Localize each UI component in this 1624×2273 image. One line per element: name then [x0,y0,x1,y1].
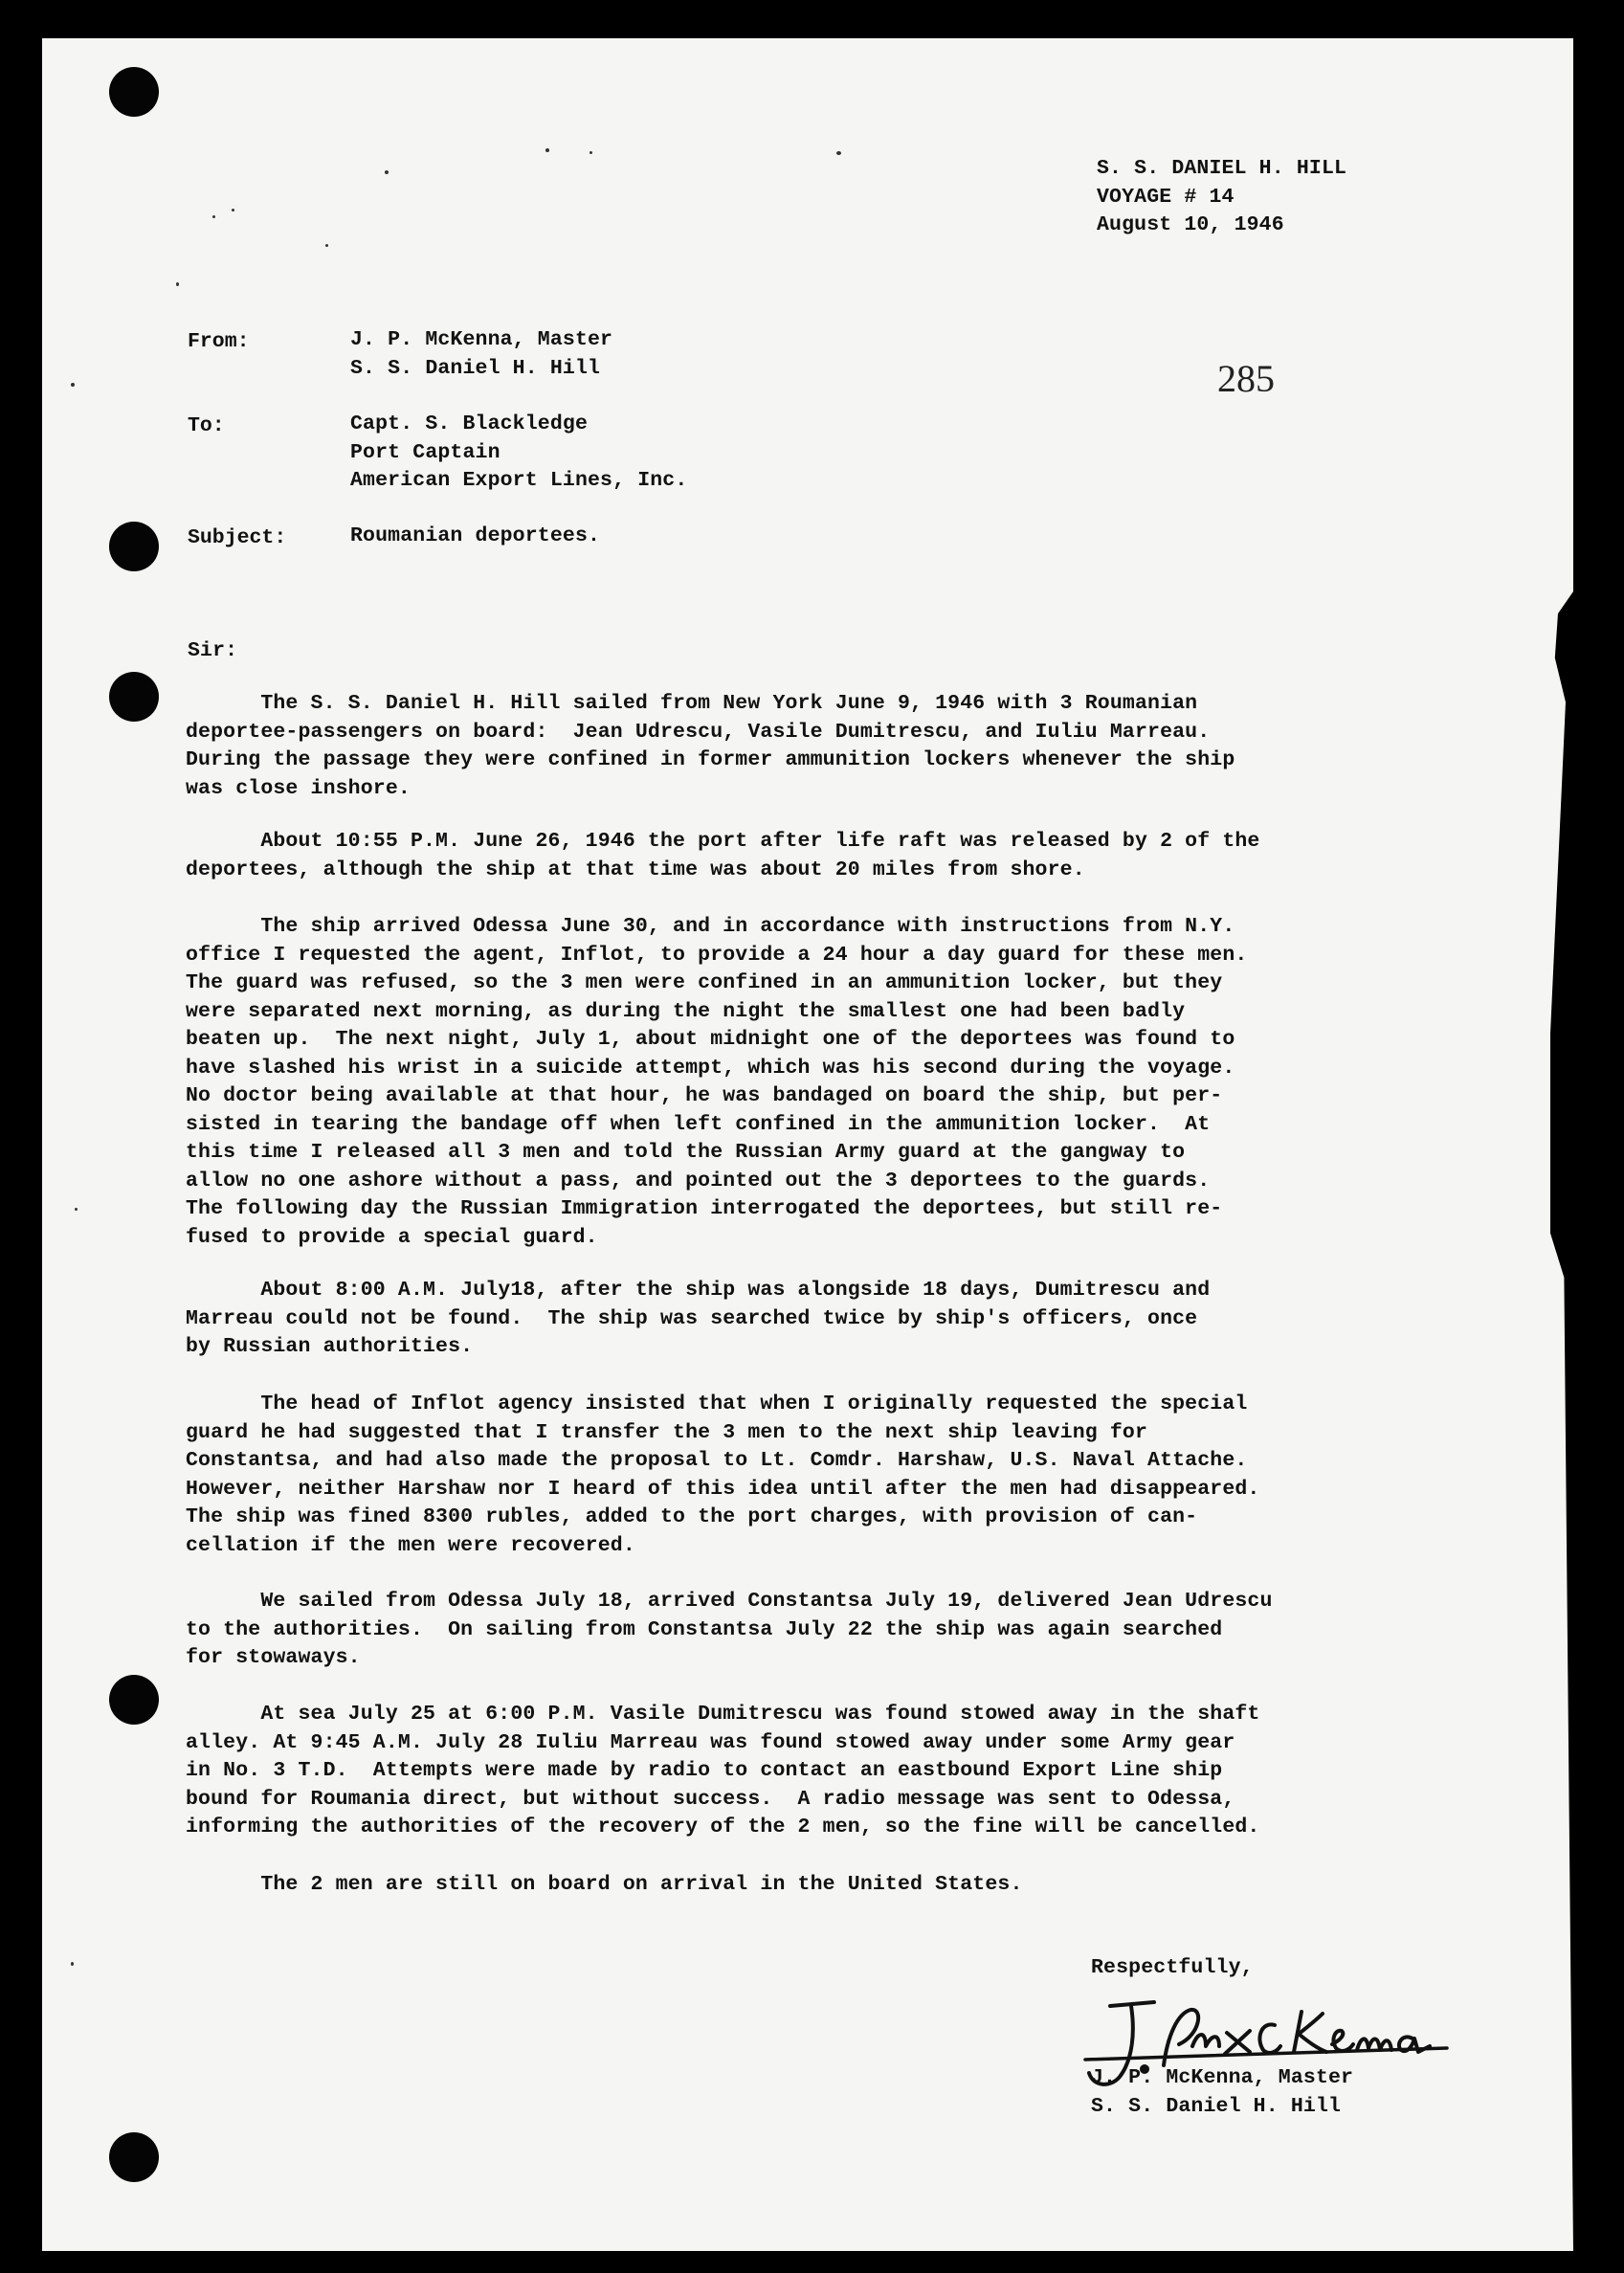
speck [75,1208,78,1211]
signature-block [1091,2064,1353,2121]
paragraph: We sailed from Odessa July 18, arrived Constantsa July 19, delivered Jean Udrescu to the authorities. On sailing from Constantsa July 22 the ship was again searched for stowaways. [186,1590,1273,1669]
from-block [350,326,612,383]
punch-hole [109,1675,159,1725]
speck [385,170,389,174]
paragraph: The ship arrived Odessa June 30, and in accordance with instructions from N.Y. office I requested the agent, Inflot, to provide a 24 hour a day guard for these men. The guard was refused, so the 3 men were confined in an ammunition locker, but they were separated next morning, as during the night the smallest one had been badly beaten up. The next night, July 1, about midnight one of the deportees was found to have slashed his wrist in a suicide attempt, which was his second during the voyage. No doctor being available at that hour, he was bandaged on board the ship, but per- sisted in tearing the bandage off when left confined in the ammunition locker. At this time I released all 3 men and told the Russian Army guard at the gangway to allow no one ashore without a pass, and pointed out the 3 deportees to the guards. The following day the Russian Immigration interrogated the deportees, but still re- fused to provide a special guard. [186,915,1248,1249]
paragraph: The 2 men are still on board on arrival in the United States. [186,1873,1023,1896]
subject-text: Roumanian deportees. [350,524,601,547]
paragraph: At sea July 25 at 6:00 P.M. Vasile Dumitrescu was found stowed away in the shaft alley. At 9:45 A.M. July 28 Iuliu Marreau was found stowed away under some Army gear in No. 3 T.D. Attempts were made by radio to contact an eastbound Export Line ship bound for Roumania direct, but without success. A radio message was sent to Odessa, informing the authorities of the recovery of the 2 men, so the fine will be cancelled. [186,1703,1260,1838]
salutation: Sir: [188,639,238,662]
from-ship: S. S. Daniel H. Hill [350,356,601,380]
paragraph: About 10:55 P.M. June 26, 1946 the port after life raft was released by 2 of the deportees, although the ship at that time was about 20 miles from shore. [186,830,1260,881]
speck [545,148,549,152]
to-label: To: [188,414,225,437]
paragraph: About 8:00 A.M. July18, after the ship was alongside 18 days, Dumitrescu and Marreau could not be found. The ship was searched twice by ship's officers, once by Russian authorities. [186,1279,1211,1358]
speck [71,1962,74,1966]
punch-hole [109,672,159,722]
speck [836,151,841,155]
to-name: Capt. S. Blackledge [350,412,588,435]
punch-hole [109,2132,159,2182]
signer-name: J. P. McKenna, Master [1091,2066,1354,2089]
to-title: Port Captain [350,440,501,464]
speck [325,244,328,247]
to-block [350,411,687,496]
speck [232,209,234,212]
voyage-number: VOYAGE # 14 [1097,185,1235,209]
punch-hole [109,522,159,571]
from-name: J. P. McKenna, Master [350,328,613,351]
file-number: 285 [1217,357,1275,400]
letter-header [1097,155,1346,240]
speck [212,215,215,218]
speck [590,151,592,154]
to-company: American Export Lines, Inc. [350,469,688,492]
speck [71,383,75,387]
ship-name: S. S. DANIEL H. HILL [1097,157,1347,180]
letter-date: August 10, 1946 [1097,213,1284,236]
closing: Respectfully, [1091,1956,1254,1979]
paragraph: The S. S. Daniel H. Hill sailed from New York June 9, 1946 with 3 Roumanian deportee-passengers on board: Jean Udrescu, Vasile Dumitrescu, and Iuliu Marreau. During the passage they were confined in former ammunition lockers whenever the ship was close inshore. [186,692,1235,800]
signer-ship: S. S. Daniel H. Hill [1091,2094,1342,2118]
speck [176,282,179,286]
from-label: From: [188,330,250,353]
punch-hole [109,67,159,117]
paragraph: The head of Inflot agency insisted that when I originally requested the special guard he had suggested that I transfer the 3 men to the next ship leaving for Constantsa, and had also made the proposal to Lt. Comdr. Harshaw, U.S. Naval Attache. However, neither Harshaw nor I heard of this idea until after the men had disappeared. The ship was fined 8300 rubles, added to the port charges, with provision of can- cellation if the men were recovered. [186,1393,1260,1557]
subject-label: Subject: [188,526,287,549]
